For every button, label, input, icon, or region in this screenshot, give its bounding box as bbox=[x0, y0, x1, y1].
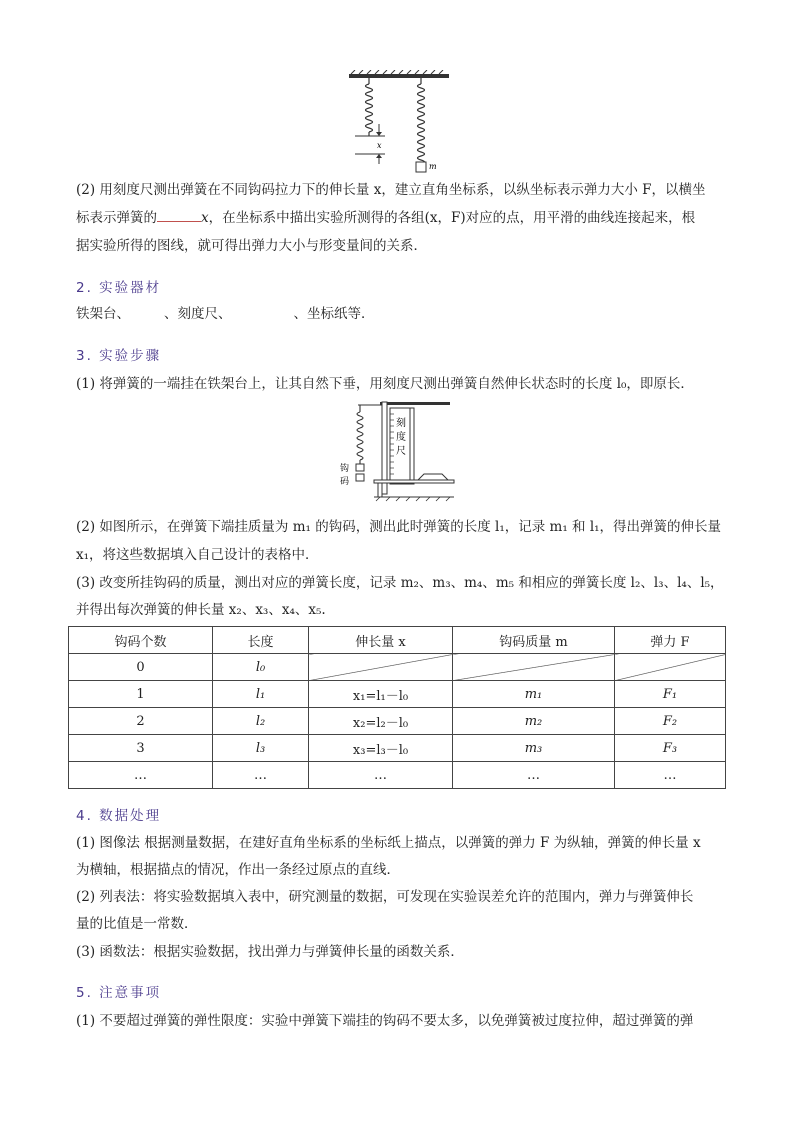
table-cell: … bbox=[453, 762, 615, 789]
table-cell-empty bbox=[453, 654, 615, 681]
table-top bbox=[374, 480, 454, 483]
iron-stand-figure bbox=[338, 398, 460, 506]
table-cell: l₀ bbox=[213, 654, 309, 681]
table-header: 钩码质量 m bbox=[453, 627, 615, 654]
table-cell: m₃ bbox=[453, 735, 615, 762]
table-cell: l₃ bbox=[213, 735, 309, 762]
table-header-row bbox=[69, 627, 726, 654]
table-cell: … bbox=[213, 762, 309, 789]
table-cell-empty bbox=[615, 654, 726, 681]
mass-label: m bbox=[429, 162, 437, 171]
clamp bbox=[378, 483, 382, 497]
table-cell: m₁ bbox=[453, 681, 615, 708]
stand-spring bbox=[357, 405, 363, 464]
intro-p2-line2 bbox=[76, 209, 695, 227]
section-5-p1: (1) 不要超过弹簧的弹性限度：实验中弹簧下端挂的钩码不要太多，以免弹簧被过度拉伸，超过弹簧的弹 bbox=[76, 1013, 694, 1029]
table-header: 长度 bbox=[213, 627, 309, 654]
weight-1 bbox=[356, 464, 364, 471]
table-row bbox=[69, 654, 726, 681]
ruler-label-2: 度 bbox=[396, 432, 406, 443]
table-hatch bbox=[376, 497, 450, 501]
section-4-title: 4. 数据处理 bbox=[76, 808, 162, 824]
equip-a: 铁架台、 bbox=[76, 306, 130, 322]
table-cell: F₁ bbox=[615, 681, 726, 708]
section-3-p3-line1: (3) 改变所挂钩码的质量，测出对应的弹簧长度，记录 m₂、m₃、m₄、m₅ 和相应的弹簧长度 l₂、l₃、l₄、l₅， bbox=[76, 575, 724, 591]
table-cell: F₂ bbox=[615, 708, 726, 735]
intro-p2-line3: 据实验所得的图线，就可得出弹力大小与形变量间的关系． bbox=[76, 238, 427, 254]
fill-blank bbox=[157, 221, 201, 222]
stand-top-bar bbox=[380, 402, 450, 405]
equip-b: 、刻度尺、 bbox=[164, 306, 232, 322]
table-row bbox=[69, 762, 726, 789]
weight-label-1: 钩 bbox=[340, 464, 350, 474]
table-header: 钩码个数 bbox=[69, 627, 213, 654]
intro-var-x: x bbox=[201, 210, 209, 226]
section-2-text bbox=[76, 305, 375, 323]
equip-c: 、坐标纸等． bbox=[293, 306, 375, 322]
section-3-title: 3. 实验步骤 bbox=[76, 348, 162, 364]
table-cell: m₂ bbox=[453, 708, 615, 735]
table-row bbox=[69, 681, 726, 708]
section-2-title: 2. 实验器材 bbox=[76, 280, 162, 296]
section-4-p2-line2: 量的比值是一常数． bbox=[76, 916, 198, 932]
table-cell: l₂ bbox=[213, 708, 309, 735]
intro-p2-line2-b: ，在坐标系中描出实验所测得的各组(x，F)对应的点，用平滑的曲线连接起来，根 bbox=[208, 210, 696, 226]
table-row bbox=[69, 735, 726, 762]
section-5-title: 5. 注意事项 bbox=[76, 985, 162, 1001]
table-header: 伸长量 x bbox=[309, 627, 453, 654]
weight-2 bbox=[356, 474, 364, 481]
table-cell-empty bbox=[309, 654, 453, 681]
data-table bbox=[68, 626, 726, 789]
weight-label-2: 码 bbox=[340, 477, 350, 487]
section-4-p3: (3) 函数法：根据实验数据，找出弹力与弹簧伸长量的函数关系． bbox=[76, 944, 464, 960]
spring-diagram-figure bbox=[345, 70, 455, 175]
table-cell: 0 bbox=[69, 654, 213, 681]
arrow-head-bottom bbox=[376, 154, 382, 158]
table-cell: … bbox=[69, 762, 213, 789]
intro-p2-line2-a: 标表示弹簧的 bbox=[76, 210, 157, 226]
section-3-p3-line2: 并得出每次弹簧的伸长量 x₂、x₃、x₄、x₅. bbox=[76, 602, 326, 618]
section-4-p2-line1: (2) 列表法：将实验数据填入表中，研究测量的数据，可发现在实验误差允许的范围内，弹力与弹簧伸长 bbox=[76, 889, 694, 905]
table-cell: 1 bbox=[69, 681, 213, 708]
ruler-label-1: 刻 bbox=[396, 418, 406, 429]
section-3-p2-line2: x₁，将这些数据填入自己设计的表格中． bbox=[76, 547, 319, 563]
left-spring bbox=[366, 78, 373, 136]
table-cell: l₁ bbox=[213, 681, 309, 708]
ceiling-hatch bbox=[351, 70, 443, 74]
ceiling-bar bbox=[349, 74, 449, 78]
table-cell: x₃=l₃－l₀ bbox=[309, 735, 453, 762]
section-4-p1-line2: 为横轴，根据描点的情况，作出一条经过原点的直线． bbox=[76, 862, 400, 878]
x-label: x bbox=[377, 141, 382, 150]
ruler-base bbox=[418, 474, 448, 480]
table-row bbox=[69, 708, 726, 735]
section-4-p1-line1: (1) 图像法 根据测量数据，在建好直角坐标系的坐标纸上描点，以弹簧的弹力 F 为纵轴，弹簧的伸长量 x bbox=[76, 835, 701, 851]
intro-p2-line1: (2) 用刻度尺测出弹簧在不同钩码拉力下的伸长量 x，建立直角坐标系，以纵坐标表示弹力大小 F，以横坐 bbox=[76, 182, 706, 198]
table-cell: F₃ bbox=[615, 735, 726, 762]
section-3-p1: (1) 将弹簧的一端挂在铁架台上，让其自然下垂，用刻度尺测出弹簧自然伸长状态时的长度 l₀，即原长． bbox=[76, 376, 694, 392]
arrow-head-top bbox=[376, 132, 382, 136]
table-cell: … bbox=[309, 762, 453, 789]
ruler-label-3: 尺 bbox=[396, 446, 406, 457]
table-cell: x₁=l₁－l₀ bbox=[309, 681, 453, 708]
right-spring bbox=[418, 78, 425, 166]
ruler-holder bbox=[410, 408, 414, 484]
table-cell: 2 bbox=[69, 708, 213, 735]
table-cell: x₂=l₂－l₀ bbox=[309, 708, 453, 735]
weight-block bbox=[416, 162, 426, 172]
table-cell: … bbox=[615, 762, 726, 789]
table-cell: 3 bbox=[69, 735, 213, 762]
section-3-p2-line1: (2) 如图所示，在弹簧下端挂质量为 m₁ 的钩码，测出此时弹簧的长度 l₁，记录 m₁ 和 l₁，得出弹簧的伸长量 bbox=[76, 519, 722, 535]
table-header: 弹力 F bbox=[615, 627, 726, 654]
